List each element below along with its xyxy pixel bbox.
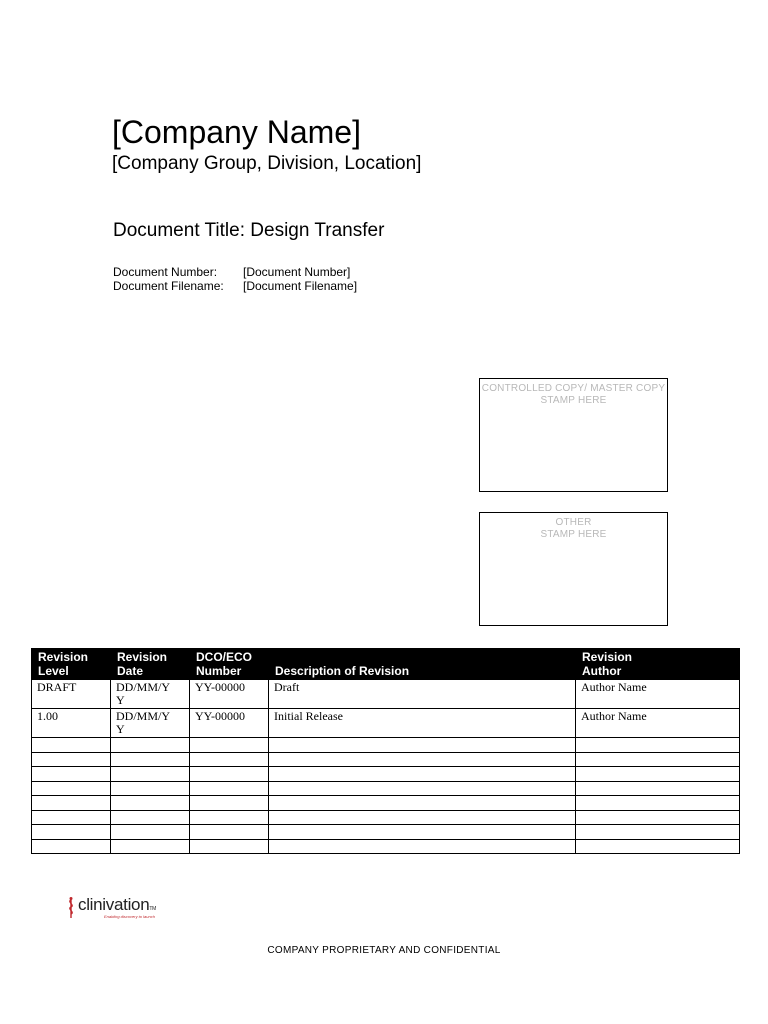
header-date-line2: Date xyxy=(117,664,144,678)
other-stamp-line1: OTHER xyxy=(555,517,592,528)
table-row xyxy=(32,680,740,709)
header-level-line2: Level xyxy=(38,664,69,678)
empty-cell xyxy=(111,781,190,796)
empty-cell xyxy=(32,767,111,782)
empty-cell xyxy=(576,781,740,796)
cell-author: Author Name xyxy=(576,680,740,709)
logo-tagline: Enabling discovery to launch xyxy=(104,914,155,919)
empty-cell xyxy=(576,796,740,811)
empty-cell xyxy=(576,752,740,767)
revision-table xyxy=(31,648,740,854)
empty-cell xyxy=(269,796,576,811)
company-group: [Company Group, Division, Location] xyxy=(112,153,422,174)
document-filename-value: [Document Filename] xyxy=(243,279,358,293)
header-revision-level xyxy=(32,649,111,680)
empty-cell xyxy=(111,796,190,811)
table-row-empty xyxy=(32,825,740,840)
empty-cell xyxy=(32,825,111,840)
empty-cell xyxy=(576,738,740,753)
header-dco-line1: DCO/ECO xyxy=(196,650,253,664)
document-number-value: [Document Number] xyxy=(243,265,351,279)
table-row-empty xyxy=(32,781,740,796)
cell-date-line1: DD/MM/Y xyxy=(116,709,171,723)
empty-cell xyxy=(576,825,740,840)
table-row-empty xyxy=(32,796,740,811)
cell-date-line1: DD/MM/Y xyxy=(116,680,171,694)
header-dco-eco-number xyxy=(190,649,269,680)
table-row-empty xyxy=(32,738,740,753)
empty-cell xyxy=(111,810,190,825)
master-stamp-line1: CONTROLLED COPY/ MASTER COPY xyxy=(481,383,666,394)
master-copy-stamp-box xyxy=(479,378,668,492)
table-row xyxy=(32,709,740,738)
cell-date xyxy=(111,709,190,738)
empty-cell xyxy=(269,738,576,753)
empty-cell xyxy=(576,810,740,825)
empty-cell xyxy=(269,839,576,854)
header-revision-author xyxy=(576,649,740,680)
empty-cell xyxy=(32,796,111,811)
header-description: Description of Revision xyxy=(269,649,576,680)
cell-date-line2: Y xyxy=(116,722,125,736)
empty-cell xyxy=(576,767,740,782)
revision-table-header xyxy=(32,649,740,680)
empty-cell xyxy=(576,839,740,854)
header-revision-date xyxy=(111,649,190,680)
empty-cell xyxy=(111,767,190,782)
document-number-row xyxy=(113,265,350,279)
cell-date-line2: Y xyxy=(116,693,125,707)
company-name: [Company Name] xyxy=(112,114,361,150)
cell-level: 1.00 xyxy=(32,709,111,738)
empty-cell xyxy=(190,839,269,854)
other-stamp-box xyxy=(479,512,668,626)
empty-cell xyxy=(111,752,190,767)
empty-cell xyxy=(190,738,269,753)
cell-dco: YY-00000 xyxy=(190,680,269,709)
header-author-line1: Revision xyxy=(582,650,633,664)
header-level-line1: Revision xyxy=(38,650,89,664)
empty-cell xyxy=(190,825,269,840)
logo-text: clinivation xyxy=(78,895,150,914)
empty-cell xyxy=(32,781,111,796)
document-number-label: Document Number: xyxy=(113,265,218,279)
table-row-empty xyxy=(32,810,740,825)
empty-cell xyxy=(190,810,269,825)
empty-cell xyxy=(32,810,111,825)
cell-level: DRAFT xyxy=(32,680,111,709)
empty-cell xyxy=(32,752,111,767)
cell-description: Initial Release xyxy=(269,709,576,738)
empty-cell xyxy=(111,839,190,854)
document-filename-row xyxy=(113,279,357,293)
header-dco-line2: Number xyxy=(196,664,242,678)
empty-cell xyxy=(32,738,111,753)
other-stamp-line2: STAMP HERE xyxy=(540,529,607,540)
footer-confidential: COMPANY PROPRIETARY AND CONFIDENTIAL xyxy=(267,945,501,956)
cell-author: Author Name xyxy=(576,709,740,738)
empty-cell xyxy=(269,810,576,825)
empty-cell xyxy=(190,796,269,811)
table-row-empty xyxy=(32,839,740,854)
empty-cell xyxy=(111,825,190,840)
table-row-empty xyxy=(32,767,740,782)
empty-cell xyxy=(190,781,269,796)
cell-date xyxy=(111,680,190,709)
header-author-line2: Author xyxy=(582,664,622,678)
empty-cell xyxy=(269,781,576,796)
document-title: Document Title: Design Transfer xyxy=(113,220,385,241)
empty-cell xyxy=(269,767,576,782)
master-stamp-line2: STAMP HERE xyxy=(540,395,607,406)
empty-cell xyxy=(190,767,269,782)
empty-cell xyxy=(190,752,269,767)
table-row-empty xyxy=(32,752,740,767)
logo-tm: TM xyxy=(149,906,156,912)
empty-cell xyxy=(269,825,576,840)
empty-cell xyxy=(111,738,190,753)
caduceus-icon xyxy=(66,896,76,920)
empty-cell xyxy=(269,752,576,767)
empty-cell xyxy=(32,839,111,854)
header-date-line1: Revision xyxy=(117,650,168,664)
document-filename-label: Document Filename: xyxy=(113,279,224,293)
cell-description: Draft xyxy=(269,680,576,709)
cell-dco: YY-00000 xyxy=(190,709,269,738)
